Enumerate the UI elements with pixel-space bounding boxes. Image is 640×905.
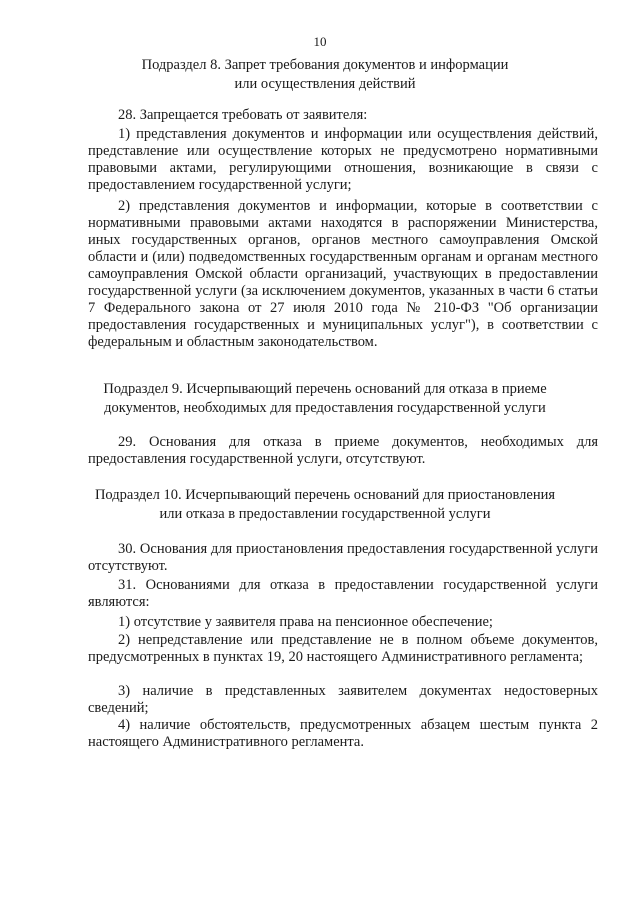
paragraph-29: 29. Основания для отказа в приеме документов, необходимых для предоставления государственной услуги, отсутствуют. xyxy=(88,434,598,467)
paragraph-28-intro: 28. Запрещается требовать от заявителя: xyxy=(118,107,368,123)
heading-line: Подраздел 8. Запрет требования документов и информации xyxy=(141,57,509,73)
page-number: 10 xyxy=(313,34,327,49)
paragraph-30: 30. Основания для приостановления предоставления государственной услуги отсутствуют. xyxy=(88,541,598,574)
paragraph-31-item-4: 4) наличие обстоятельств, предусмотренных абзацем шестым пункта 2 настоящего Административного регламента. xyxy=(88,717,598,750)
paragraph-31-item-1: 1) отсутствие у заявителя права на пенсионное обеспечение; xyxy=(118,614,493,630)
heading-line: Подраздел 10. Исчерпывающий перечень оснований для приостановления xyxy=(94,487,556,503)
paragraph-31-intro: 31. Основаниями для отказа в предоставлении государственной услуги являются: xyxy=(88,577,598,610)
subsection-9-heading xyxy=(60,380,590,418)
paragraph-28-item-2: 2) представления документов и информации, которые в соответствии с нормативными правовыми актами находятся в распоряжении Министерства, иных государственных органов, органов местного самоуправления Омской области и (или) подведомственных государственным органам и органам местного самоуправления Омской области организаций, участвующих в предоставлении государственной услуги (за исключением документов, указанных в части 6 статьи 7 Федерального закона от 27 июля 2010 года № 210-ФЗ "Об организации предоставления государственных и муниципальных услуг"), в соответствии с федеральным и областным законодательством. xyxy=(88,198,598,350)
paragraph-31-item-3: 3) наличие в представленных заявителем документах недостоверных сведений; xyxy=(88,683,598,716)
heading-line: или отказа в предоставлении государственной услуги xyxy=(159,506,491,522)
heading-line: Подраздел 9. Исчерпывающий перечень оснований для отказа в приеме xyxy=(103,381,547,397)
paragraph-31-item-2: 2) непредставление или представление не в полном объеме документов, предусмотренных в пунктах 19, 20 настоящего Административного регламента; xyxy=(88,632,598,665)
heading-line: документов, необходимых для предоставления государственной услуги xyxy=(104,400,546,416)
paragraph-28-item-1: 1) представления документов и информации или осуществления действий, представление или осуществление которых не предусмотрено нормативными правовыми актами, регулирующими отношения, возникающие в связи с предоставлением государственной услуги; xyxy=(88,126,598,193)
subsection-8-heading xyxy=(60,56,590,94)
subsection-10-heading xyxy=(60,486,590,524)
heading-line: или осуществления действий xyxy=(234,76,416,92)
